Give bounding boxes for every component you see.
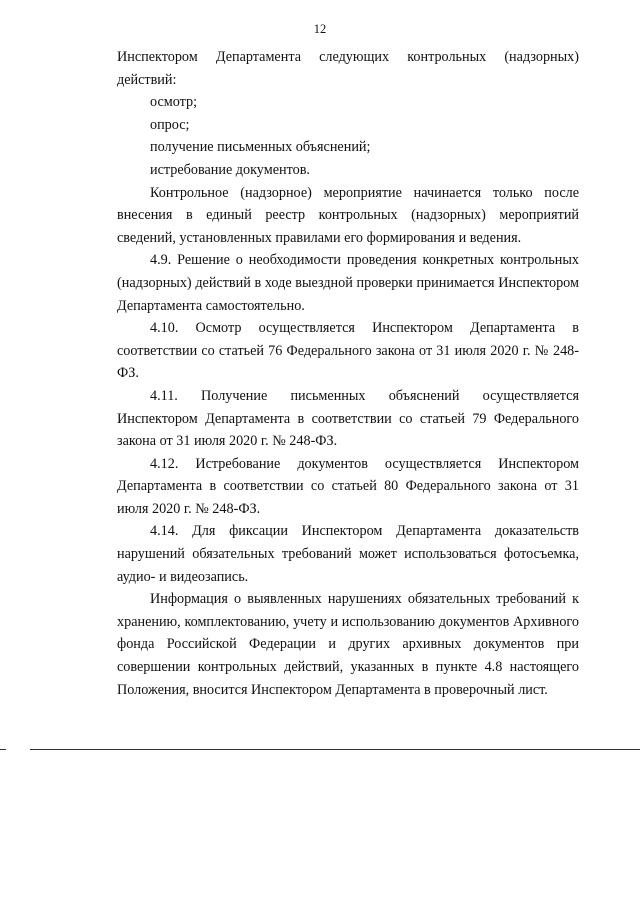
- footer-rule-left-divider: [0, 749, 6, 750]
- paragraph-4-9: 4.9. Решение о необходимости проведения конкретных контрольных (надзорных) действий в ходе выездной проверки принимается Инспектором Департамента самостоятельно.: [117, 252, 579, 314]
- paragraph-4-12: 4.12. Истребование документов осуществляется Инспектором Департамента в соответствии со статьей 80 Федерального закона от 31 июля 2020 г. № 248-ФЗ.: [117, 455, 579, 517]
- paragraph: Контрольное (надзорное) мероприятие начинается только после внесения в единый реестр контрольных (надзорных) мероприятий сведений, установленных правилами его формирования и ведения.: [117, 184, 579, 246]
- footer-rule-divider: [30, 749, 640, 750]
- paragraph-info: Информация о выявленных нарушениях обязательных требований к хранению, комплектованию, учету и использованию документов Архивного фонда Российской Федерации и других архивных документов при совершении контрольных действий, указанных в пункте 4.8 настоящего Положения, вносится Инспектором Департамента в проверочный лист.: [117, 591, 579, 698]
- list-item: истребование документов.: [150, 161, 310, 178]
- paragraph-4-11: 4.11. Получение письменных объяснений осуществляется Инспектором Департамента в соответствии со статьей 79 Федерального закона от 31 июля 2020 г. № 248-ФЗ.: [117, 387, 579, 450]
- list-item: опрос;: [150, 116, 190, 133]
- document-body: [117, 46, 579, 701]
- list-item: осмотр;: [150, 94, 198, 111]
- paragraph-continuation: Инспектором Департамента следующих контрольных (надзорных) действий:: [117, 49, 579, 88]
- list-item: получение письменных объяснений;: [150, 139, 371, 156]
- paragraph-4-10: 4.10. Осмотр осуществляется Инспектором Департамента в соответствии со статьей 76 Федерального закона от 31 июля 2020 г. № 248-ФЗ.: [117, 320, 579, 382]
- page-number: 12: [313, 22, 327, 36]
- paragraph-4-14: 4.14. Для фиксации Инспектором Департамента доказательств нарушений обязательных требований может использоваться фотосъемка, аудио- и видеозапись.: [117, 523, 579, 585]
